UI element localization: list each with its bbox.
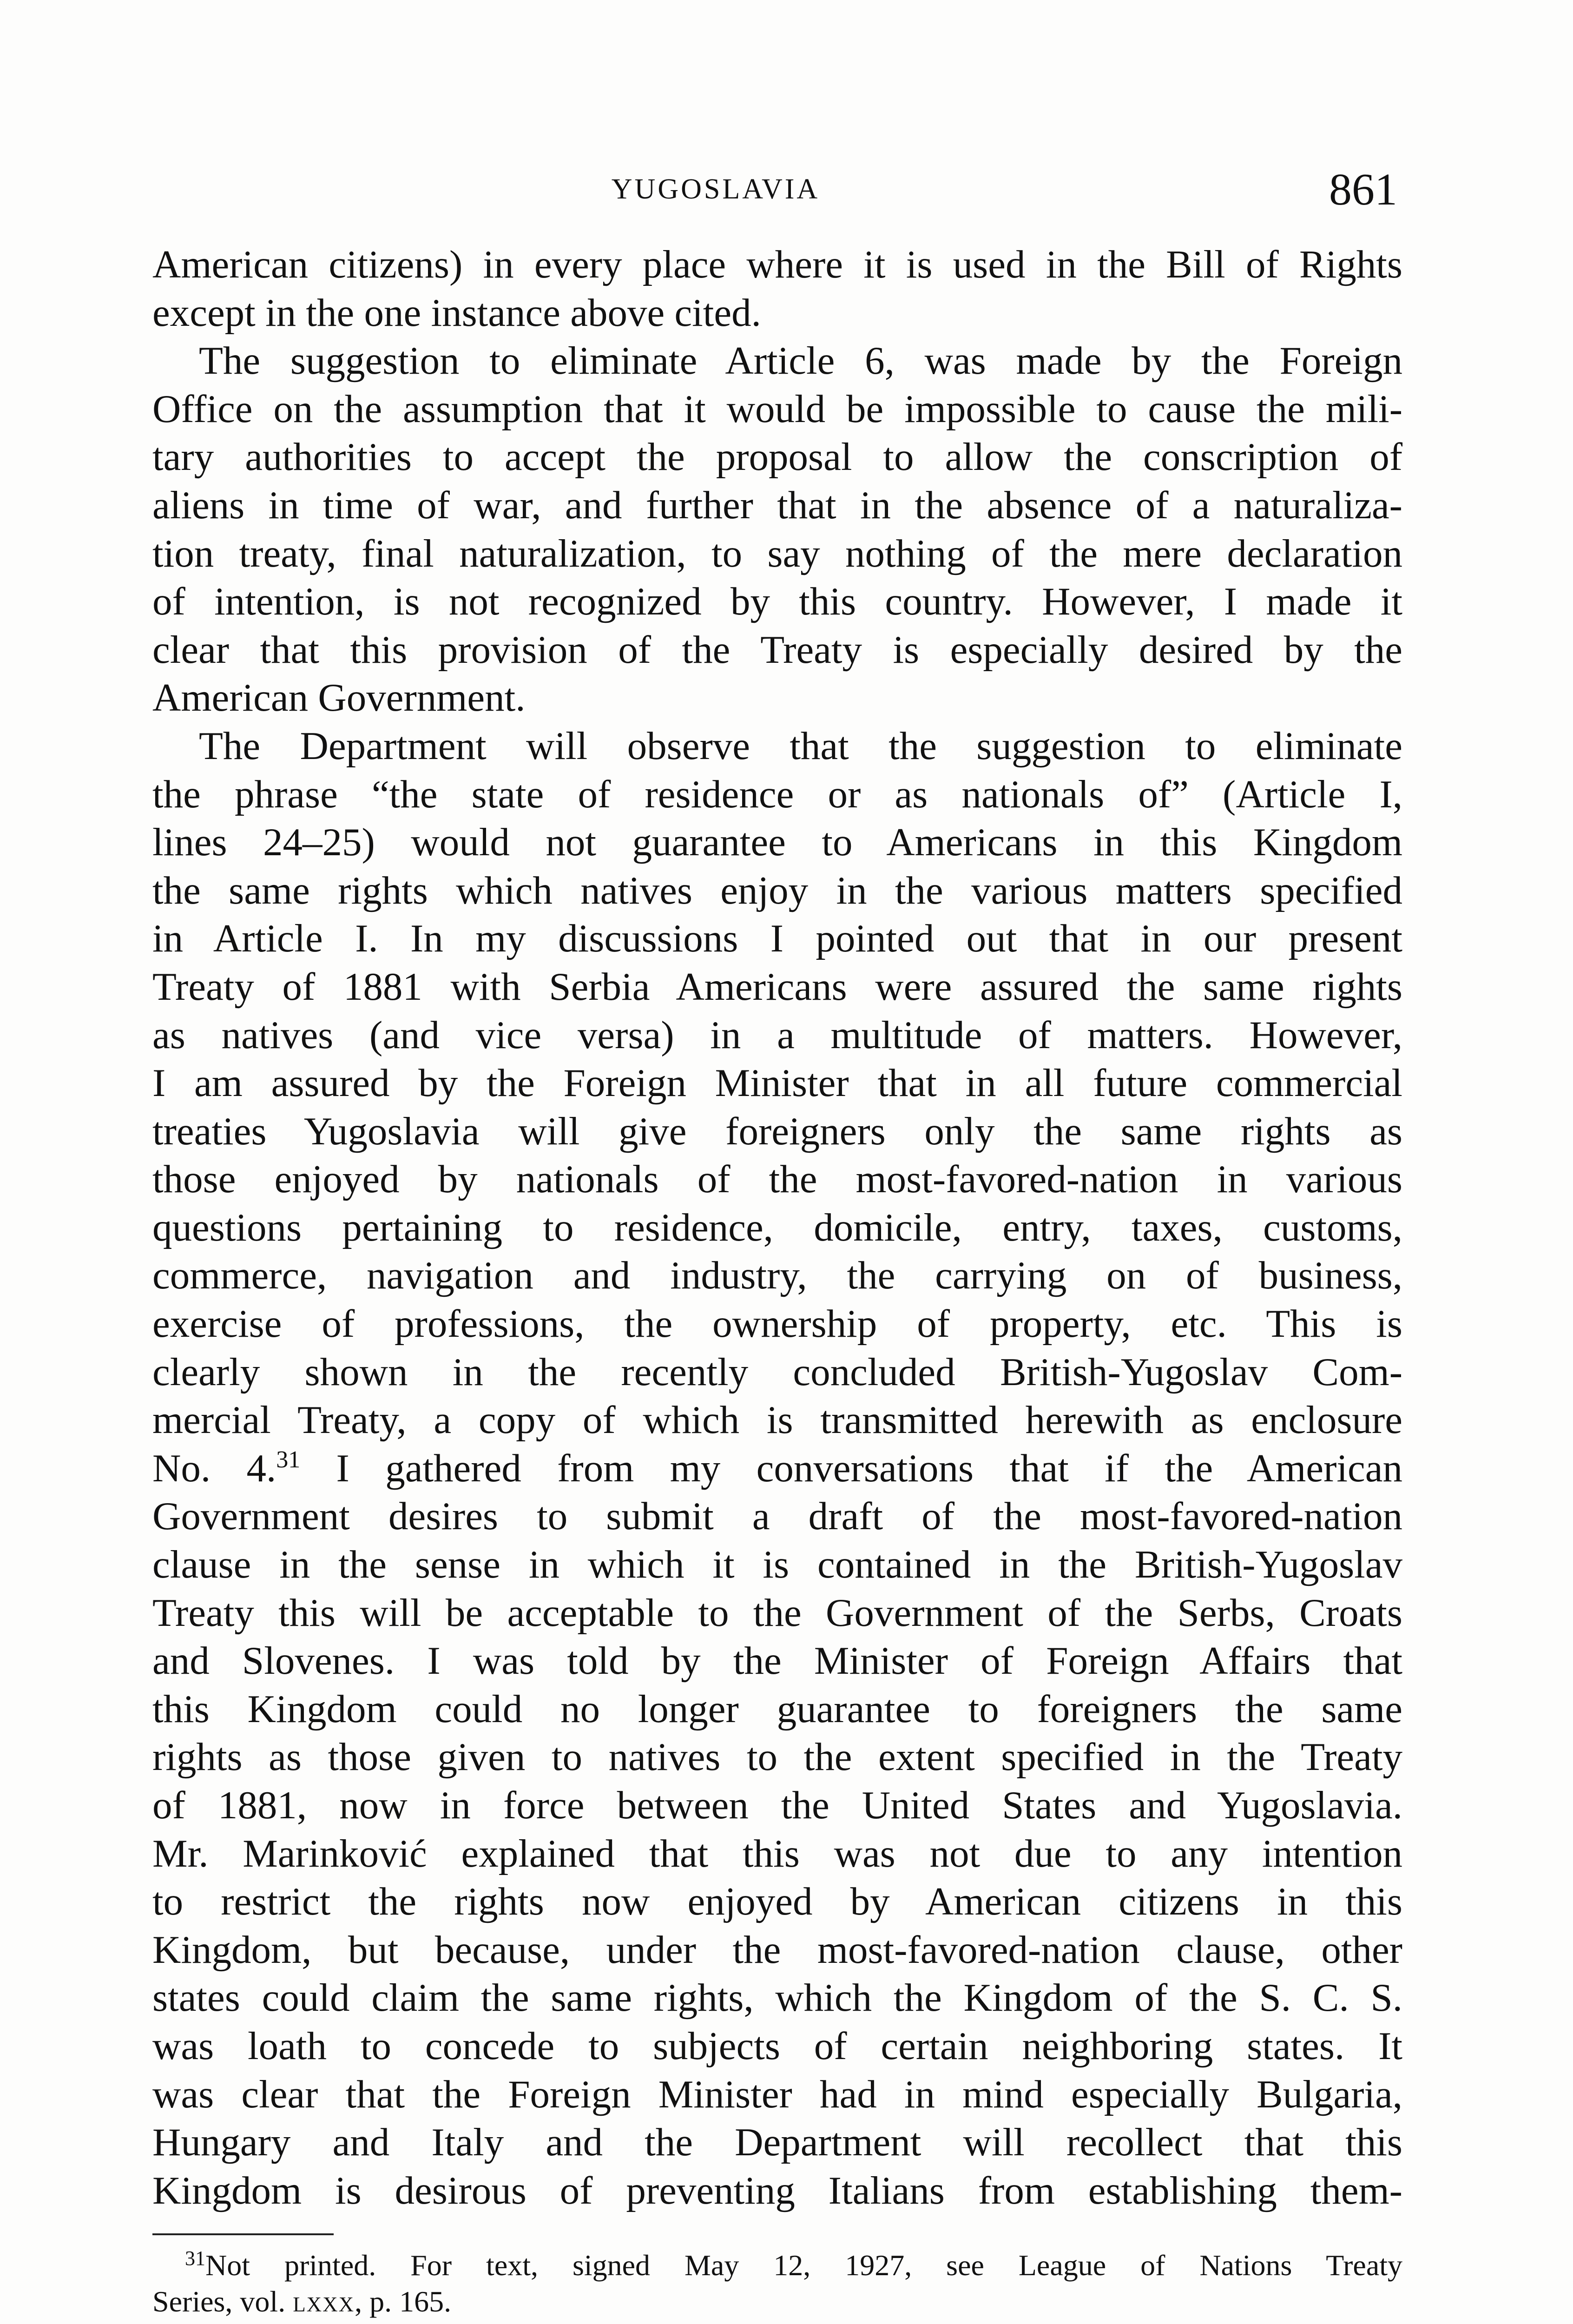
text-line: Hungary and Italy and the Department will recollect that this <box>152 2120 1402 2165</box>
text-line <box>152 1445 1402 1493</box>
text-line: clear that this provision of the Treaty is especially desired by the <box>152 627 1402 672</box>
text-line: tary authorities to accept the proposal to allow the conscription of <box>152 435 1402 479</box>
footnote-text: Not printed. For text, signed May 12, 1927, see League of Nations Treaty <box>205 2249 1402 2282</box>
text-line-rest: I gathered from my conversations that if the American <box>300 1446 1402 1490</box>
text-line: Treaty of 1881 with Serbia Americans were assured the same rights <box>152 964 1402 1009</box>
text-line: tion treaty, final naturalization, to say nothing of the mere declaration <box>152 531 1402 575</box>
text-line: rights as those given to natives to the extent specified in the Treaty <box>152 1735 1402 1779</box>
text-line: American citizens) in every place where it is used in the Bill of Rights <box>152 243 1402 286</box>
text-line: Treaty this will be acceptable to the Government of the Serbs, Croats <box>152 1591 1402 1635</box>
text-line: those enjoyed by nationals of the most-favored-nation in various <box>152 1157 1402 1202</box>
text-line: treaties Yugoslavia will give foreigners only the same rights as <box>152 1109 1402 1153</box>
footnote-line <box>152 2247 1402 2284</box>
text-line: of intention, is not recognized by this country. However, I made it <box>152 580 1402 624</box>
footnote-reference: 31 <box>276 1446 301 1473</box>
text-line: commerce, navigation and industry, the carrying on of business, <box>152 1254 1402 1298</box>
text-line: The suggestion to eliminate Article 6, was made by the Foreign <box>199 339 1402 383</box>
text-line: as natives (and vice versa) in a multitude of matters. However, <box>152 1013 1402 1057</box>
text-line: except in the one instance above cited. <box>152 290 761 335</box>
footnote-divider <box>152 2233 334 2235</box>
text-line: was loath to concede to subjects of certain neighboring states. It <box>152 2024 1402 2068</box>
footnotes <box>152 2247 1402 2320</box>
text-line: this Kingdom could no longer guarantee to foreigners the same <box>152 1687 1402 1731</box>
text-line: The Department will observe that the suggestion to eliminate <box>199 724 1402 768</box>
text-line: Office on the assumption that it would be impossible to cause the mili- <box>152 387 1402 431</box>
text-line: Kingdom is desirous of preventing Italians from establishing them- <box>152 2168 1402 2212</box>
footnote-text: Series, vol. <box>152 2285 293 2318</box>
text-line: in Article I. In my discussions I pointed out that in our present <box>152 917 1402 961</box>
text-line: exercise of professions, the ownership of property, etc. This is <box>152 1302 1402 1346</box>
text-line: aliens in time of war, and further that in the absence of a naturaliza- <box>152 483 1402 527</box>
enclosure-number: No. 4. <box>152 1446 276 1490</box>
text-line: Government desires to submit a draft of the most-favored-nation <box>152 1494 1402 1538</box>
text-line: Kingdom, but because, under the most-favored-nation clause, other <box>152 1928 1402 1972</box>
text-line: lines 24–25) would not guarantee to Americans in this Kingdom <box>152 820 1402 865</box>
text-line: the same rights which natives enjoy in the various matters specified <box>152 868 1402 912</box>
footnote-line <box>152 2284 1402 2320</box>
text-line: to restrict the rights now enjoyed by American citizens in this <box>152 1880 1402 1924</box>
footnote-text: , p. 165. <box>355 2285 452 2318</box>
text-line: and Slovenes. I was told by the Minister of Foreign Affairs that <box>152 1639 1402 1683</box>
text-line: American Government. <box>152 676 526 720</box>
text-line: mercial Treaty, a copy of which is transmitted herewith as enclosure <box>152 1398 1402 1442</box>
text-line: was clear that the Foreign Minister had in mind especially Bulgaria, <box>152 2072 1402 2116</box>
text-line: I am assured by the Foreign Minister that in all future commercial <box>152 1061 1402 1105</box>
footnote-marker: 31 <box>185 2247 205 2270</box>
text-line: the phrase “the state of residence or as nationals of” (Article I, <box>152 772 1402 816</box>
text-line: clause in the sense in which it is contained in the British-Yugoslav <box>152 1543 1402 1587</box>
text-line: clearly shown in the recently concluded British-Yugoslav Com- <box>152 1350 1402 1394</box>
footnote-volume: lxxx <box>293 2285 355 2318</box>
text-line: Mr. Marinković explained that this was not due to any intention <box>152 1831 1402 1875</box>
text-line: of 1881, now in force between the United States and Yugoslavia. <box>152 1783 1402 1827</box>
text-line: questions pertaining to residence, domicile, entry, taxes, customs, <box>152 1205 1402 1249</box>
running-head: YUGOSLAVIA <box>611 173 820 205</box>
text-line: states could claim the same rights, which the Kingdom of the S. C. S. <box>152 1976 1402 2020</box>
body-text <box>152 241 1402 2215</box>
page-number: 861 <box>1329 165 1397 215</box>
